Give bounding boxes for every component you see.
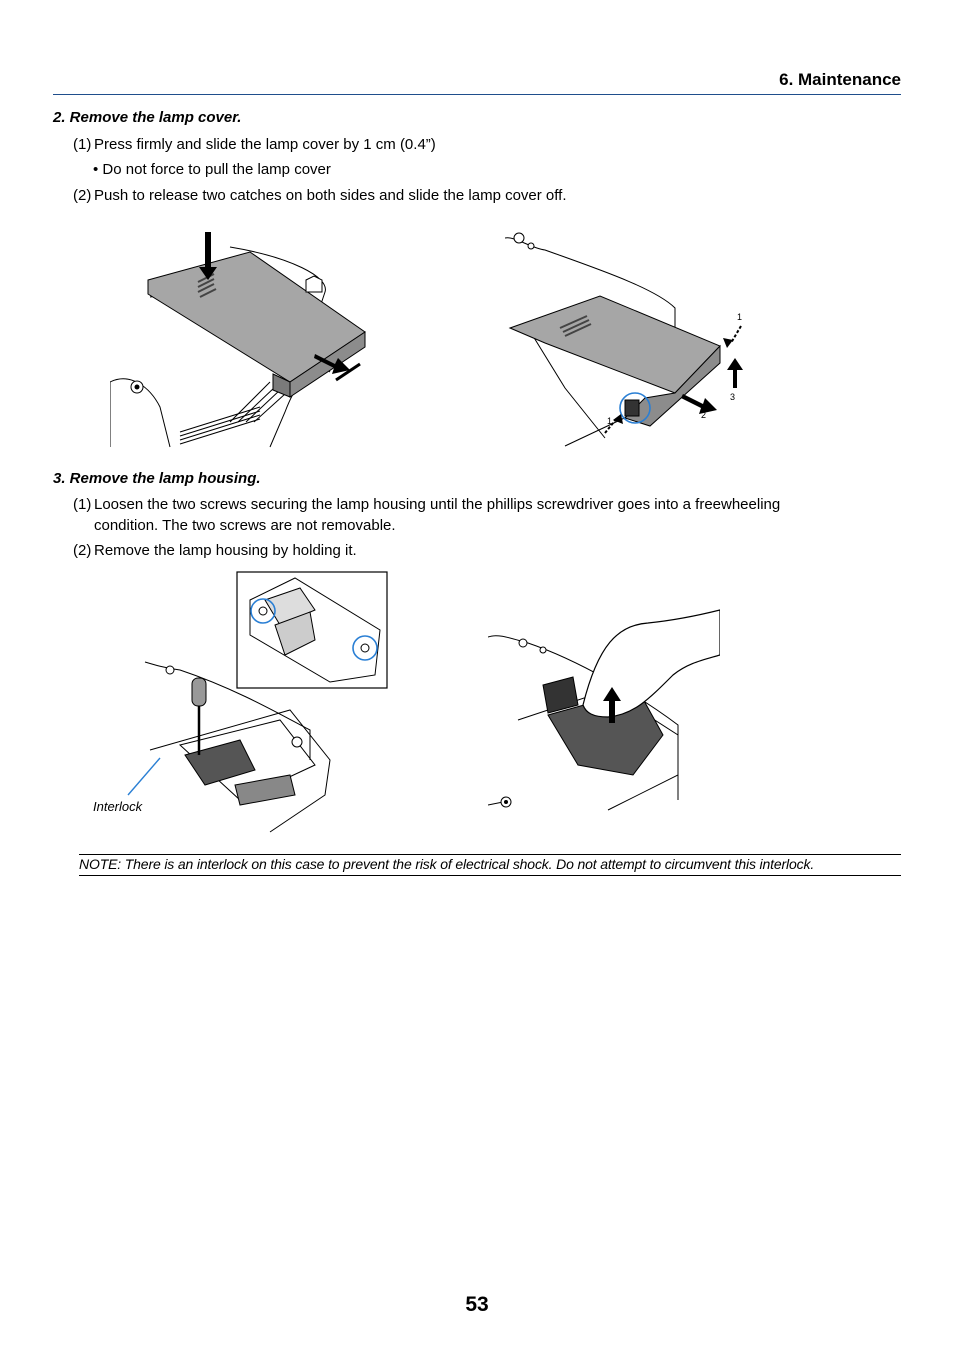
label-slide: 2 — [701, 410, 707, 420]
step2-heading: 2. Remove the lamp cover. — [53, 109, 242, 126]
foot-icon — [306, 276, 322, 292]
substep-text: Press firmly and slide the lamp cover by 1 cm (0.4”) — [94, 136, 436, 153]
label-catch-top: 1 — [737, 312, 743, 322]
remove-housing-figure — [488, 605, 720, 815]
interlock-note: NOTE: There is an interlock on this case to prevent the risk of electrical shock. Do not attempt to circumvent this interlock. — [79, 854, 901, 876]
label-catch-bottom: 1 — [607, 416, 613, 426]
substep-number: (2) — [73, 187, 92, 204]
vent-lines — [180, 382, 285, 444]
loosen-screws-figure — [90, 570, 390, 835]
screwdriver-handle-icon — [192, 678, 206, 706]
catch-icon — [625, 400, 639, 416]
step3-heading: 3. Remove the lamp housing. — [53, 470, 261, 487]
interlock-leader-line — [128, 758, 160, 795]
substep-text: Remove the lamp housing by holding it. — [94, 542, 357, 559]
step2-bullet: • Do not force to pull the lamp cover — [93, 161, 331, 178]
label-lift: 3 — [730, 392, 736, 402]
step3-substep1-continued: condition. The two screws are not removable. — [94, 517, 396, 534]
slide-arrow-icon — [681, 394, 717, 414]
header-divider — [53, 94, 901, 95]
substep-text: Loosen the two screws securing the lamp housing until the phillips screwdriver goes into a freewheeling — [94, 496, 781, 513]
substep-number: (1) — [73, 496, 92, 513]
page-number: 53 — [465, 1293, 489, 1316]
substep-number: (2) — [73, 542, 92, 559]
release-catches-figure — [505, 228, 755, 448]
step2-substep1 — [73, 135, 436, 155]
substep-number: (1) — [73, 136, 92, 153]
section-title: 6. Maintenance — [779, 70, 901, 89]
step3-substep1 — [73, 495, 780, 515]
lamp-housing — [185, 740, 255, 785]
step3-substep2 — [73, 541, 357, 561]
step2-substep2 — [73, 186, 567, 206]
lift-arrow-icon — [727, 358, 743, 388]
substep-text: Push to release two catches on both sides and slide the lamp cover off. — [94, 187, 567, 204]
interlock-label: Interlock — [93, 799, 143, 814]
press-slide-cover-figure — [110, 222, 370, 448]
